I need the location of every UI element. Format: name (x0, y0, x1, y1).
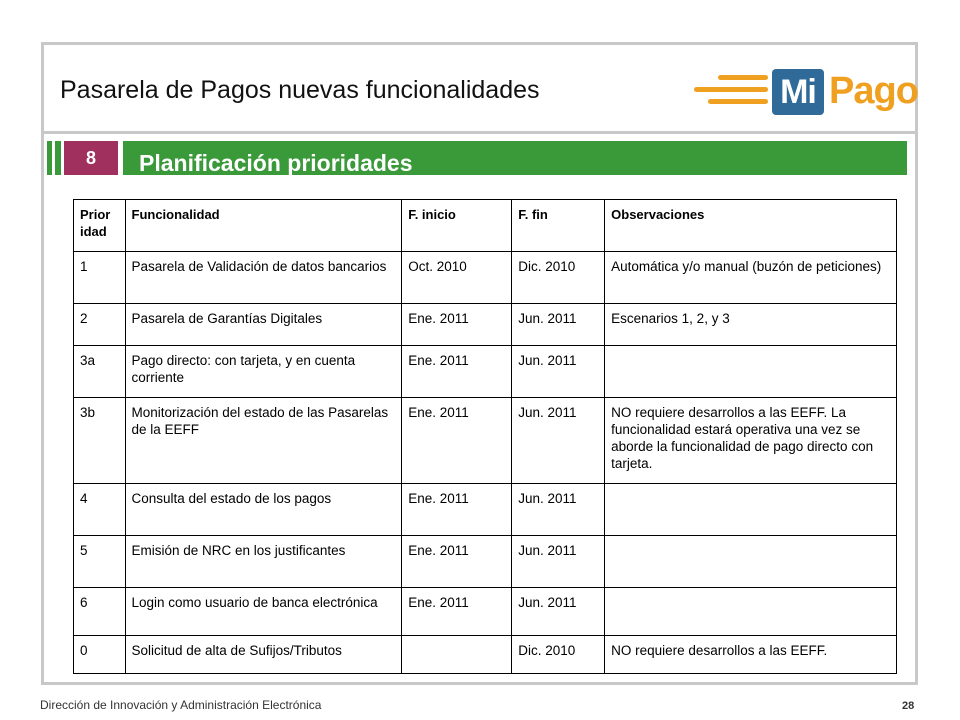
cell-start-date: Ene. 2011 (402, 304, 512, 346)
cell-observations (605, 588, 897, 636)
cell-observations: NO requiere desarrollos a las EEFF. La funcionalidad estará operativa una vez se aborde la funcionalidad de pago directo con tarjeta. (605, 398, 897, 484)
cell-start-date: Ene. 2011 (402, 484, 512, 536)
cell-end-date: Dic. 2010 (512, 636, 605, 674)
mipago-logo (690, 66, 918, 118)
header-observations: Observaciones (605, 200, 897, 252)
cell-functionality: Login como usuario de banca electrónica (125, 588, 402, 636)
header-priority: Prior idad (74, 200, 126, 252)
cell-functionality: Emisión de NRC en los justificantes (125, 536, 402, 588)
cell-start-date: Oct. 2010 (402, 252, 512, 304)
table-row (74, 484, 897, 536)
table-header-row (74, 200, 897, 252)
priorities-table (73, 199, 897, 674)
cell-functionality: Pasarela de Garantías Digitales (125, 304, 402, 346)
header-functionality: Funcionalidad (125, 200, 402, 252)
cell-functionality: Consulta del estado de los pagos (125, 484, 402, 536)
cell-end-date: Jun. 2011 (512, 304, 605, 346)
cell-priority: 6 (74, 588, 126, 636)
section-stripe (55, 141, 61, 175)
cell-priority: 0 (74, 636, 126, 674)
table-row (74, 536, 897, 588)
section-bar (47, 141, 907, 175)
cell-functionality: Pasarela de Validación de datos bancarios (125, 252, 402, 304)
cell-priority: 3b (74, 398, 126, 484)
cell-end-date: Jun. 2011 (512, 398, 605, 484)
section-stripe (47, 141, 52, 175)
section-title-bar (123, 141, 907, 175)
logo-mi: Mi (772, 69, 824, 115)
cell-start-date: Ene. 2011 (402, 346, 512, 398)
cell-start-date (402, 636, 512, 674)
table-row (74, 636, 897, 674)
cell-priority: 2 (74, 304, 126, 346)
cell-observations (605, 346, 897, 398)
cell-observations: Automática y/o manual (buzón de peticiones) (605, 252, 897, 304)
logo-pago: Pago (829, 70, 918, 112)
header-end-date: F. fin (512, 200, 605, 252)
section-title: Planificación prioridades (139, 150, 413, 176)
cell-priority: 1 (74, 252, 126, 304)
cell-priority: 5 (74, 536, 126, 588)
cell-observations: NO requiere desarrollos a las EEFF. (605, 636, 897, 674)
table-row (74, 304, 897, 346)
cell-functionality: Monitorización del estado de las Pasarelas de la EEFF (125, 398, 402, 484)
header-divider (41, 131, 918, 134)
table-row (74, 588, 897, 636)
cell-observations: Escenarios 1, 2, y 3 (605, 304, 897, 346)
footer-organization: Dirección de Innovación y Administración Electrónica (40, 698, 322, 712)
logo-speed-line (718, 75, 768, 80)
cell-observations (605, 536, 897, 588)
cell-functionality: Pago directo: con tarjeta, y en cuenta corriente (125, 346, 402, 398)
cell-functionality: Solicitud de alta de Sufijos/Tributos (125, 636, 402, 674)
table-row (74, 398, 897, 484)
section-number: 8 (64, 141, 118, 175)
cell-observations (605, 484, 897, 536)
page-number: 28 (902, 700, 915, 712)
cell-start-date: Ene. 2011 (402, 536, 512, 588)
slide-title: Pasarela de Pagos nuevas funcionalidades (60, 76, 540, 104)
cell-end-date: Jun. 2011 (512, 536, 605, 588)
cell-end-date: Jun. 2011 (512, 346, 605, 398)
table-row (74, 346, 897, 398)
cell-start-date: Ene. 2011 (402, 398, 512, 484)
header-start-date: F. inicio (402, 200, 512, 252)
cell-start-date: Ene. 2011 (402, 588, 512, 636)
cell-end-date: Jun. 2011 (512, 484, 605, 536)
cell-end-date: Dic. 2010 (512, 252, 605, 304)
logo-speed-line (694, 87, 768, 92)
cell-priority: 4 (74, 484, 126, 536)
logo-speed-line (708, 99, 768, 104)
table-row (74, 252, 897, 304)
cell-priority: 3a (74, 346, 126, 398)
cell-end-date: Jun. 2011 (512, 588, 605, 636)
